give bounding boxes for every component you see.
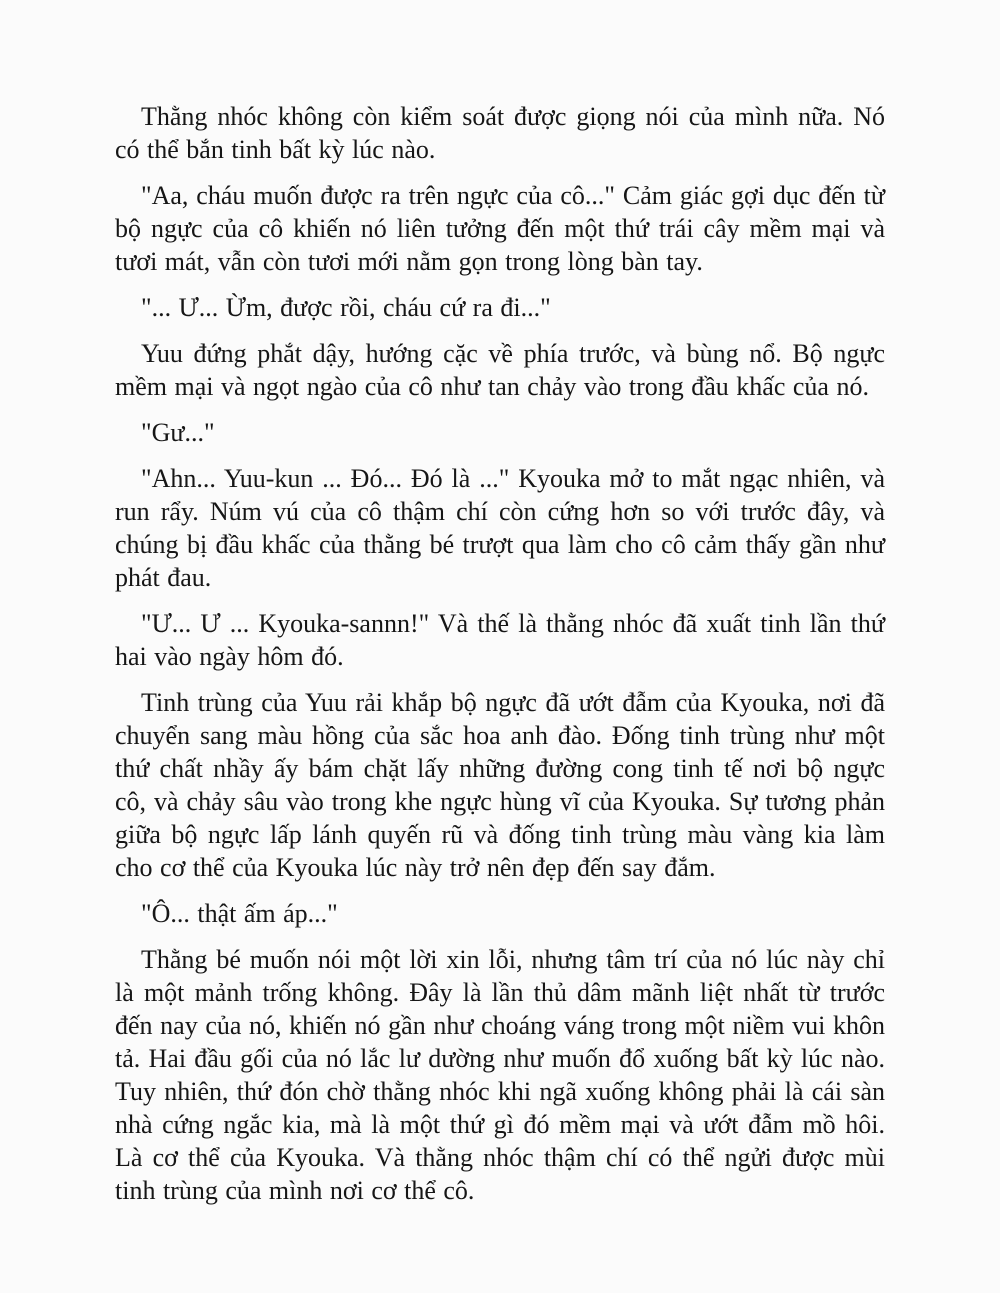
paragraph-4: Yuu đứng phắt dậy, hướng cặc về phía trước, và bùng nổ. Bộ ngực mềm mại và ngọt ngào của cô như tan chảy vào trong đầu khấc của nó. xyxy=(115,339,885,401)
paragraph-10: Thằng bé muốn nói một lời xin lỗi, nhưng tâm trí của nó lúc này chỉ là một mảnh trống không. Đây là lần thủ dâm mãnh liệt nhất từ trước đến nay của nó, khiến nó gần như choáng váng trong một niềm vui khôn tả. Hai đầu gối của nó lắc lư dường như muốn đổ xuống bất kỳ lúc nào. Tuy nhiên, thứ đón chờ thằng nhóc khi ngã xuống không phải là cái sàn nhà cứng ngắc kia, mà là một thứ gì đó mềm mại và ướt đẫm mồ hôi. Là cơ thể của Kyouka. Và thằng nhóc thậm chí có thể ngửi được mùi tinh trùng của mình nơi cơ thể cô. xyxy=(115,945,885,1205)
paragraph-1: Thằng nhóc không còn kiểm soát được giọng nói của mình nữa. Nó có thể bắn tinh bất kỳ lúc nào. xyxy=(115,102,885,164)
paragraph-8: Tinh trùng của Yuu rải khắp bộ ngực đã ướt đẫm của Kyouka, nơi đã chuyển sang màu hồng của sắc hoa anh đào. Đống tinh trùng như một thứ chất nhầy ấy bám chặt lấy những đường cong tinh tế nơi bộ ngực cô, và chảy sâu vào trong khe ngực hùng vĩ của Kyouka. Sự tương phản giữa bộ ngực lấp lánh quyến rũ và đống tinh trùng màu vàng kia làm cho cơ thể của Kyouka lúc này trở nên đẹp đến say đắm. xyxy=(115,688,885,882)
paragraph-9: "Ô... thật ấm áp..." xyxy=(141,899,338,928)
paragraph-2: "Aa, cháu muốn được ra trên ngực của cô..." Cảm giác gợi dục đến từ bộ ngực của cô khiến nó liên tưởng đến một thứ trái cây mềm mại và tươi mát, vẫn còn tươi mới nằm gọn trong lòng bàn tay. xyxy=(115,181,885,276)
paragraph-5: "Gư..." xyxy=(141,418,215,447)
paragraph-7: "Ư... Ư ... Kyouka-sannn!" Và thế là thằng nhóc đã xuất tinh lần thứ hai vào ngày hôm đó. xyxy=(115,609,885,671)
paragraph-3: "... Ư... Ừm, được rồi, cháu cứ ra đi..." xyxy=(141,293,551,322)
paragraph-6: "Ahn... Yuu-kun ... Đó... Đó là ..." Kyouka mở to mắt ngạc nhiên, và run rẩy. Núm vú của cô thậm chí còn cứng hơn so với trước đây, và chúng bị đầu khấc của thằng bé trượt qua làm cho cô cảm thấy gần như phát đau. xyxy=(115,464,885,592)
